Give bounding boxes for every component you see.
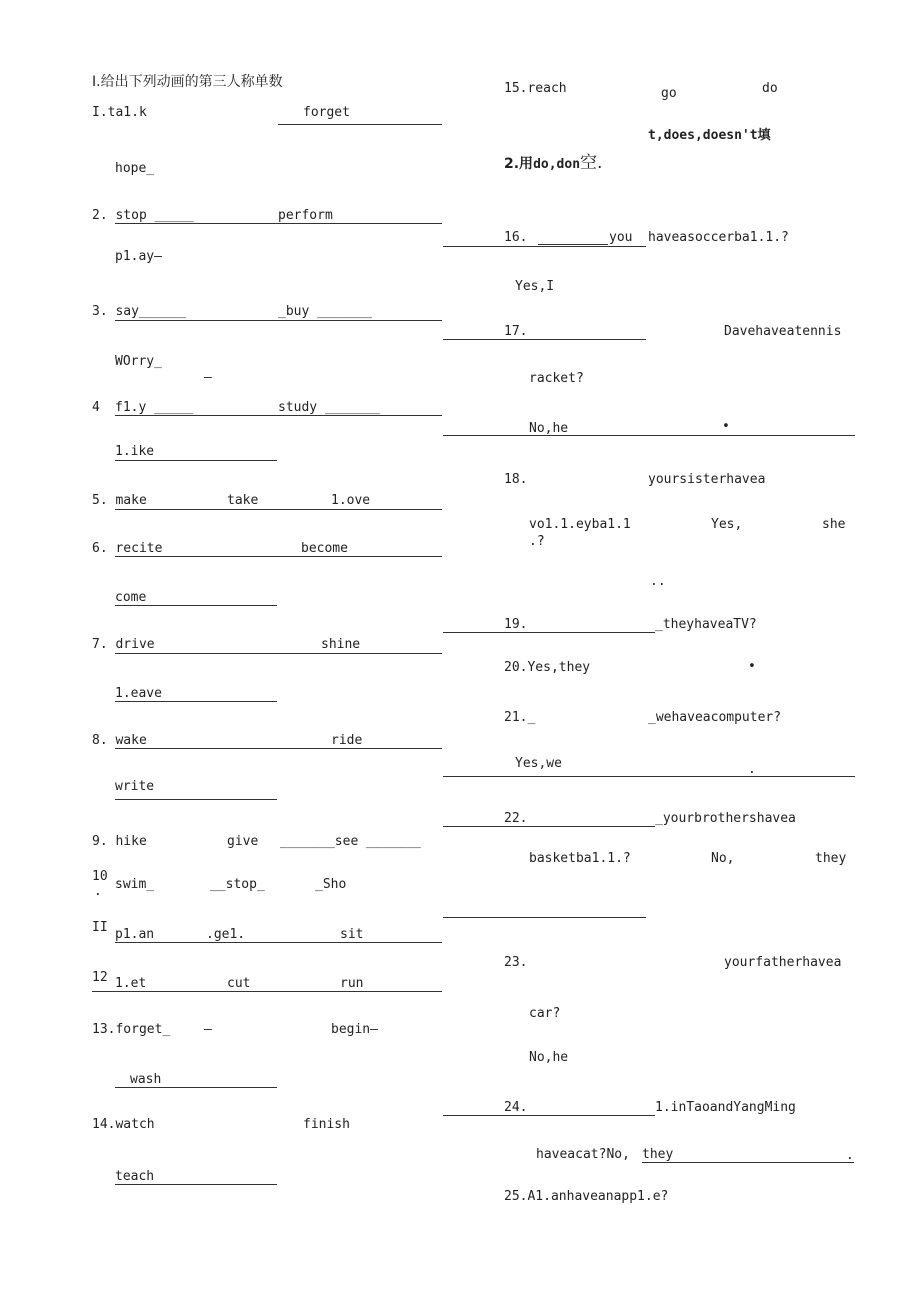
question-24-text: 1.inTaoandYangMing bbox=[655, 1100, 796, 1115]
item-11-number: II bbox=[92, 920, 108, 935]
item-15-verb-2: go bbox=[661, 86, 677, 101]
dash: — bbox=[204, 1022, 212, 1037]
item-14-verb-3: teach bbox=[115, 1169, 155, 1184]
answer-line bbox=[115, 556, 442, 557]
answer-line bbox=[443, 826, 655, 827]
item-12-verb-3: run bbox=[340, 976, 364, 991]
question-18-number: 18. bbox=[504, 472, 528, 487]
dot: • bbox=[722, 419, 730, 434]
item-5-verb-2: take bbox=[227, 493, 259, 508]
item-14-verb: 14.watch bbox=[92, 1117, 155, 1132]
question-24-answer: they bbox=[642, 1147, 674, 1162]
item-2-verb: 2. stop _____ bbox=[92, 208, 194, 223]
answer-line bbox=[115, 799, 277, 800]
item-13-verb: 13.forget_ bbox=[92, 1022, 171, 1037]
answer-line bbox=[115, 223, 442, 224]
question-16-answer: Yes,I bbox=[515, 279, 555, 294]
item-7-verb: 7. drive bbox=[92, 637, 155, 652]
item-13-verb-2: begin— bbox=[331, 1022, 378, 1037]
item-9-verb-3: _______see _______ bbox=[280, 834, 421, 849]
question-22-number: 22. bbox=[504, 811, 528, 826]
answer-line bbox=[92, 991, 442, 992]
item-12-verb: 1.et bbox=[115, 976, 147, 991]
question-16-text-a: you bbox=[609, 230, 633, 245]
question-16-number: 16. bbox=[504, 230, 528, 245]
question-20-text: 20.Yes,they bbox=[504, 660, 591, 675]
question-18-text: yoursisterhavea bbox=[648, 472, 766, 487]
question-25-text: 25.A1.anhaveanapp1.e? bbox=[504, 1189, 669, 1204]
item-3-verb-3: WOrry_ bbox=[115, 354, 162, 369]
item-4-number: 4 bbox=[92, 400, 100, 415]
item-10-verb-3: _Sho bbox=[315, 877, 347, 892]
dash: — bbox=[204, 370, 212, 385]
question-21-answer: Yes,we bbox=[515, 756, 562, 771]
question-18-answer-2: she bbox=[822, 517, 846, 532]
item-15-verb: 15.reach bbox=[504, 81, 567, 96]
item-4-verb-3: 1.ike bbox=[115, 444, 155, 459]
item-7-verb-3: 1.eave bbox=[115, 686, 162, 701]
question-19-number: 19. bbox=[504, 617, 528, 632]
question-19-text: _theyhaveaTV? bbox=[655, 617, 757, 632]
item-6-verb-2: become bbox=[301, 541, 348, 556]
item-11-verb-2: .ge1. bbox=[206, 927, 246, 942]
item-6-verb: 6. recite bbox=[92, 541, 163, 556]
item-9-verb: 9. hike bbox=[92, 834, 147, 849]
dot: . bbox=[846, 1148, 854, 1163]
item-9-verb-2: give bbox=[227, 834, 259, 849]
question-22-answer: No, bbox=[711, 851, 735, 866]
item-10-verb: swim_ bbox=[115, 877, 155, 892]
item-3-verb-2: _buy _______ bbox=[278, 304, 372, 319]
dot: . bbox=[748, 762, 756, 777]
answer-line bbox=[115, 320, 442, 321]
question-21-text: _wehaveacomputer? bbox=[648, 710, 782, 725]
answer-blank bbox=[538, 244, 608, 245]
answer-line bbox=[115, 748, 442, 749]
item-1-verb-2: forget bbox=[303, 105, 350, 120]
section-2-heading-prefix: 2.用 bbox=[504, 156, 534, 172]
question-16-text-b: haveasoccerba1.1.? bbox=[648, 230, 789, 245]
item-6-verb-3: come bbox=[115, 590, 147, 605]
question-23-answer: No,he bbox=[529, 1050, 569, 1065]
answer-line bbox=[115, 1184, 277, 1185]
item-11-verb-3: sit bbox=[340, 927, 364, 942]
question-18-answer: Yes, bbox=[711, 517, 743, 532]
item-10-verb-2: __stop_ bbox=[210, 877, 265, 892]
question-17-answer: No,he bbox=[529, 421, 569, 436]
item-12-verb-2: cut bbox=[227, 976, 251, 991]
answer-line bbox=[443, 435, 855, 436]
item-8-verb-2: ride bbox=[331, 733, 363, 748]
question-22-text-2: basketba1.1.? bbox=[529, 851, 631, 866]
dots: .. bbox=[650, 574, 666, 589]
item-4-verb: f1.y _____ bbox=[115, 400, 194, 415]
question-17-text-2: racket? bbox=[529, 371, 584, 386]
answer-line bbox=[115, 605, 277, 606]
answer-line bbox=[443, 1115, 655, 1116]
item-8-verb: 8. wake bbox=[92, 733, 147, 748]
answer-line bbox=[278, 124, 442, 125]
section-2-heading-words: do,don bbox=[533, 157, 581, 172]
question-17-number: 17. bbox=[504, 324, 528, 339]
answer-line bbox=[115, 653, 442, 654]
answer-line bbox=[443, 632, 655, 633]
item-1-verb-3: hope_ bbox=[115, 161, 155, 176]
question-23-text: yourfatherhavea bbox=[724, 955, 842, 970]
section-1-heading: I.给出下列动画的第三人称单数 bbox=[92, 74, 283, 90]
section-2-heading-suffix: 空. bbox=[580, 153, 603, 173]
answer-line bbox=[115, 942, 442, 943]
answer-line bbox=[115, 509, 442, 510]
question-22-answer-2: they bbox=[815, 851, 847, 866]
dot: • bbox=[748, 659, 756, 674]
question-21-number: 21._ bbox=[504, 710, 536, 725]
question-23-text-2: car? bbox=[529, 1006, 561, 1021]
question-24-number: 24. bbox=[504, 1100, 528, 1115]
section-2-heading bbox=[504, 148, 602, 173]
item-2-verb-2: perform bbox=[278, 208, 333, 223]
question-18-text-2: vo1.1.eyba1.1 bbox=[529, 517, 631, 532]
answer-line bbox=[443, 246, 646, 247]
item-10-number: 10 bbox=[92, 869, 108, 884]
item-11-verb: p1.an bbox=[115, 927, 155, 942]
item-8-verb-3: write bbox=[115, 779, 155, 794]
question-18-text-3: .? bbox=[529, 534, 545, 549]
item-5-verb-3: 1.ove bbox=[331, 493, 371, 508]
item-7-verb-2: shine bbox=[321, 637, 361, 652]
item-3-verb: 3. say______ bbox=[92, 304, 186, 319]
answer-line bbox=[642, 1162, 854, 1163]
item-15-verb-3: do bbox=[762, 81, 778, 96]
fill-word-list: t,does,doesn't填 bbox=[648, 128, 771, 143]
answer-line bbox=[443, 776, 855, 777]
item-10-dot: . bbox=[94, 884, 102, 899]
item-1-verb: I.ta1.k bbox=[92, 105, 147, 120]
answer-line bbox=[115, 415, 442, 416]
question-24-text-2: haveacat?No, bbox=[536, 1147, 630, 1162]
item-4-verb-2: study _______ bbox=[278, 400, 380, 415]
question-23-number: 23. bbox=[504, 955, 528, 970]
answer-line bbox=[115, 701, 277, 702]
answer-line bbox=[443, 339, 646, 340]
question-22-text: _yourbrothershavea bbox=[655, 811, 796, 826]
item-2-verb-3: p1.ay— bbox=[115, 249, 162, 264]
answer-line bbox=[115, 1087, 277, 1088]
answer-line bbox=[443, 917, 646, 918]
question-17-text: Davehaveatennis bbox=[724, 324, 842, 339]
item-13-verb-3: wash bbox=[130, 1072, 162, 1087]
item-5-verb: 5. make bbox=[92, 493, 147, 508]
item-12-number: 12 bbox=[92, 970, 108, 985]
item-14-verb-2: finish bbox=[303, 1117, 350, 1132]
answer-line bbox=[115, 460, 277, 461]
